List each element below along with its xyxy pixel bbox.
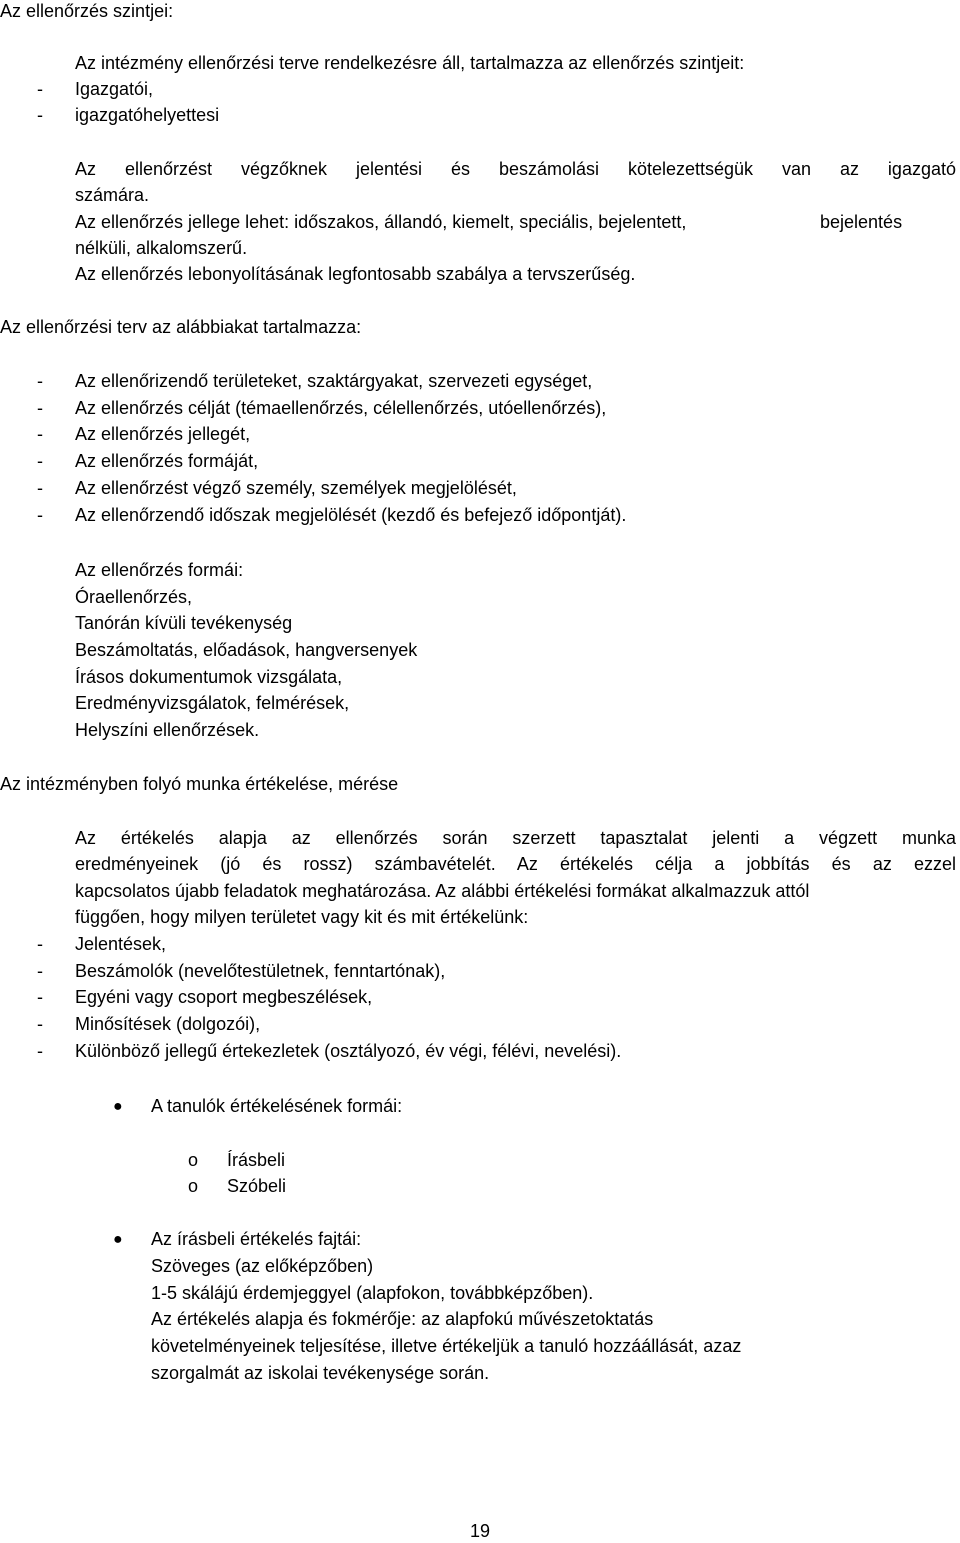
plan-item: Az ellenőrzést végző személy, személyek megjelölését, (75, 478, 517, 498)
written-heading: Az írásbeli értékelés fajtái: (151, 1229, 362, 1249)
plan-item: Az ellenőrzendő időszak megjelölését (kezdő és befejező időpontját). (75, 505, 627, 525)
dash-marker: - (37, 934, 43, 954)
nature-line: Az ellenőrzés jellege lehet: időszakos, állandó, kiemelt, speciális, bejelentett, (75, 212, 687, 232)
rule-line: Az ellenőrzés lebonyolításának legfontosabb szabálya a tervszerűség. (75, 264, 636, 284)
plan-item: Az ellenőrzés célját (témaellenőrzés, célellenőrzés, utóellenőrzés), (75, 398, 607, 418)
dash-marker: - (37, 505, 43, 525)
bullet-icon: ● (113, 1098, 123, 1115)
eval-item: Jelentések, (75, 934, 167, 954)
eval-paragraph-line: kapcsolatos újabb feladatok meghatározása. Az alábbi értékelési formákat alkalmazzuk attól (75, 881, 810, 901)
dash-marker: - (37, 987, 43, 1007)
levels-intro: Az intézmény ellenőrzési terve rendelkezésre áll, tartalmazza az ellenőrzés szintjeit: (75, 53, 745, 73)
forms-item: Eredményvizsgálatok, felmérések, (75, 693, 350, 713)
students-item: Szóbeli (227, 1176, 287, 1196)
circle-marker-icon: o (188, 1150, 199, 1170)
dash-marker: - (37, 961, 43, 981)
dash-marker: - (37, 398, 43, 418)
level-item: igazgatóhelyettesi (75, 105, 220, 125)
forms-item: Helyszíni ellenőrzések. (75, 720, 260, 740)
students-item: Írásbeli (227, 1150, 286, 1170)
dash-marker: - (37, 451, 43, 471)
written-line: 1-5 skálájú érdemjeggyel (alapfokon, továbbképzőben). (151, 1283, 594, 1303)
forms-item: Óraellenőrzés, (75, 587, 193, 607)
dash-marker: - (37, 371, 43, 391)
forms-item: Írásos dokumentumok vizsgálata, (75, 667, 343, 687)
level-item: Igazgatói, (75, 79, 154, 99)
eval-paragraph-line: Az értékelés alapja az ellenőrzés során szerzett tapasztalat jelenti a végzett munka (75, 828, 956, 848)
eval-heading: Az intézményben folyó munka értékelése, mérése (0, 774, 399, 794)
plan-heading: Az ellenőrzési terv az alábbiakat tartalmazza: (0, 317, 362, 337)
dash-marker: - (37, 424, 43, 444)
nature-line-end: bejelentés (820, 212, 903, 232)
dash-marker: - (37, 105, 43, 125)
bullet-icon: ● (113, 1231, 123, 1248)
eval-item: Minősítések (dolgozói), (75, 1014, 261, 1034)
eval-item: Egyéni vagy csoport megbeszélések, (75, 987, 373, 1007)
dash-marker: - (37, 1041, 43, 1061)
forms-item: Beszámoltatás, előadások, hangversenyek (75, 640, 418, 660)
written-line: szorgalmát az iskolai tevékenysége során. (151, 1363, 490, 1383)
written-line: követelményeinek teljesítése, illetve értékeljük a tanuló hozzáállását, azaz (151, 1336, 742, 1356)
eval-paragraph-line: függően, hogy milyen területet vagy kit és mit értékelünk: (75, 907, 529, 927)
written-line: Szöveges (az előképzőben) (151, 1256, 374, 1276)
students-heading: A tanulók értékelésének formái: (151, 1096, 403, 1116)
nature-line: nélküli, alkalomszerű. (75, 238, 248, 258)
plan-item: Az ellenőrizendő területeket, szaktárgyakat, szervezeti egységet, (75, 371, 593, 391)
dash-marker: - (37, 1014, 43, 1034)
eval-paragraph-line: eredményeinek (jó és rossz) számbavételét. Az értékelés célja a jobbítás és az ezzel (75, 854, 956, 874)
eval-item: Beszámolók (nevelőtestületnek, fenntartónak), (75, 961, 446, 981)
plan-item: Az ellenőrzés formáját, (75, 451, 259, 471)
section-heading-levels: Az ellenőrzés szintjei: (0, 1, 174, 21)
dash-marker: - (37, 79, 43, 99)
plan-item: Az ellenőrzés jellegét, (75, 424, 251, 444)
circle-marker-icon: o (188, 1176, 199, 1196)
forms-heading: Az ellenőrzés formái: (75, 560, 244, 580)
page-number: 19 (469, 1521, 491, 1541)
forms-item: Tanórán kívüli tevékenység (75, 613, 293, 633)
written-line: Az értékelés alapja és fokmérője: az alapfokú művészetoktatás (151, 1309, 654, 1329)
dash-marker: - (37, 478, 43, 498)
reporting-line: számára. (75, 185, 150, 205)
reporting-line: Az ellenőrzést végzőknek jelentési és beszámolási kötelezettségük van az igazgató (75, 159, 956, 179)
eval-item: Különböző jellegű értekezletek (osztályozó, év végi, félévi, nevelési). (75, 1041, 622, 1061)
